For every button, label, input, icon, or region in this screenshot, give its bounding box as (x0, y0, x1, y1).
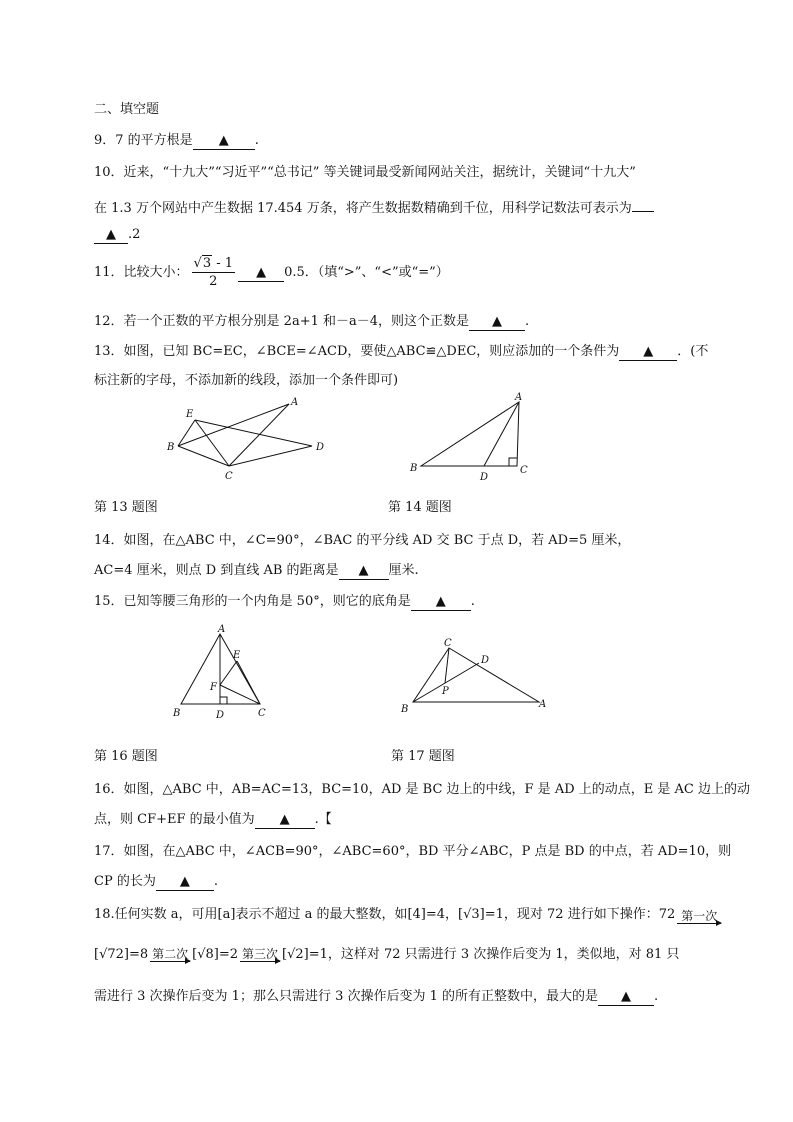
arrow-first (677, 910, 721, 924)
question-tail: ．(不 (677, 344, 709, 359)
question-18-line-1 (94, 906, 723, 924)
answer-blank (339, 563, 389, 580)
triangle-icon: ▲ (218, 133, 229, 148)
arrow-third (240, 948, 280, 962)
label-e: E (233, 650, 241, 661)
answer-blank (469, 314, 525, 331)
label-f: F (210, 682, 217, 693)
question-text: 需进行 3 次操作后变为 1；那么只需进行 3 次操作后变为 1 的所有正整数中，最大的是 (94, 989, 599, 1004)
label-d: D (316, 442, 325, 453)
question-13-line-2: 标注新的字母，不添加新的线段，添加一个条件即可) (94, 373, 399, 388)
question-text: 15．已知等腰三角形的一个内角是 50°，则它的底角是 (94, 594, 411, 609)
label-d: D (216, 710, 225, 721)
question-text: [√8]=2 (192, 947, 239, 962)
question-prefix: 11．比较大小： (94, 265, 189, 280)
figure-13-caption: 第 13 题图 (94, 500, 158, 515)
figure-17-caption: 第 17 题图 (391, 749, 455, 764)
arrow-right-icon (150, 961, 190, 962)
question-text: AC=4 厘米，则点 D 到直线 AB 的距离是 (94, 563, 339, 578)
question-tail: . (654, 989, 659, 1004)
label-a: A (291, 397, 299, 408)
question-tail: . (525, 314, 530, 329)
question-tail: .【 (314, 812, 332, 827)
answer-blank (94, 227, 128, 244)
question-13-line-1 (94, 343, 708, 361)
triangle-icon: ▲ (179, 874, 190, 889)
question-suffix: 0.5．（填“>”、“<”或“=”） (284, 265, 449, 280)
question-16-line-1: 16．如图，△ABC 中，AB=AC=13，BC=10，AD 是 BC 边上的中线，F 是 AD 上的动点，E 是 AC 边上的动 (94, 782, 750, 797)
arrow-second (150, 948, 190, 962)
triangle-icon: ▲ (106, 227, 116, 242)
triangle-icon: ▲ (643, 344, 654, 359)
answer-blank (156, 874, 214, 891)
label-c: C (258, 708, 266, 719)
question-10-line-3 (94, 226, 140, 244)
answer-blank (411, 594, 471, 611)
question-12 (94, 313, 529, 331)
question-tail: . (470, 594, 475, 609)
question-text: 点，则 CF+EF 的最小值为 (94, 812, 255, 827)
question-tail: . (254, 133, 259, 148)
section-title: 二、填空题 (94, 102, 160, 117)
label-a: A (515, 392, 523, 403)
question-text: 18.任何实数 a，可用[a]表示不超过 a 的最大整数，如[4]=4，[√3]=1，现对 72 进行如下操作：72 (94, 907, 676, 922)
triangle-icon: ▲ (621, 989, 632, 1004)
figure-14-caption: 第 14 题图 (388, 500, 452, 515)
label-b: B (173, 708, 181, 719)
question-text: 12．若一个正数的平方根分别是 2a+1 和－a－4，则这个正数是 (94, 314, 470, 329)
question-14-line-1: 14．如图，在△ABC 中，∠C=90°，∠BAC 的平分线 AD 交 BC 于点 D，若 AD=5 厘米， (94, 533, 631, 548)
radicand: 3 (202, 256, 212, 271)
question-text: [√72]=8 (94, 947, 149, 962)
arrow-right-icon (240, 961, 280, 962)
label-e: E (186, 409, 194, 420)
question-15 (94, 593, 475, 611)
question-tail: . (213, 874, 218, 889)
question-text: [√2]=1，这样对 72 只需进行 3 次操作后变为 1，类似地，对 81 只 (282, 947, 680, 962)
triangle-icon: ▲ (256, 265, 267, 280)
question-text: 13．如图，已知 BC=EC，∠BCE=∠ACD，要使△ABC≌△DEC，则应添加的一个条件为 (94, 344, 620, 359)
question-11 (94, 254, 449, 292)
answer-blank-start (632, 195, 654, 212)
question-10-line-1: 10．近来，“十九大”“习近平”“总书记” 等关键词最受新闻网站关注，据统计，关键词“十九大” (94, 165, 636, 180)
label-a: A (218, 624, 226, 635)
arrow-label: 第二次 (152, 947, 189, 961)
answer-blank (619, 344, 677, 361)
label-d: D (480, 472, 489, 483)
question-9 (94, 132, 259, 150)
fraction (192, 255, 236, 290)
question-17-line-1: 17．如图，在△ABC 中，∠ACB=90°，∠ABC=60°，BD 平分∠ABC，P 点是 BD 的中点，若 AD=10，则 (94, 844, 732, 859)
answer-blank (238, 265, 284, 282)
figure-16-caption: 第 16 题图 (94, 749, 158, 764)
answer-blank (255, 812, 315, 829)
label-b: B (410, 463, 418, 474)
question-text: 在 1.3 万个网站中产生数据 17.454 万条，将产生数据数精确到千位，用科学记数法可表示为 (94, 201, 632, 216)
label-a: A (539, 699, 547, 710)
triangle-icon: ▲ (435, 594, 446, 609)
answer-blank (193, 133, 255, 150)
label-b: B (167, 442, 175, 453)
arrow-label: 第一次 (681, 909, 718, 923)
fraction-numerator: √3 - 1 (193, 256, 234, 271)
arrow-label: 第三次 (242, 947, 279, 961)
label-p: P (442, 686, 449, 697)
arrow-right-icon (677, 923, 721, 924)
question-18-line-3 (94, 988, 658, 1006)
numerator-rest: - 1 (212, 256, 234, 271)
triangle-icon: ▲ (279, 812, 290, 827)
label-c: C (225, 471, 233, 482)
label-c: C (520, 465, 528, 476)
label-d: D (481, 655, 490, 666)
fraction-denominator: 2 (209, 274, 218, 289)
question-text: CP 的长为 (94, 874, 156, 889)
label-c: C (444, 638, 452, 649)
question-14-line-2 (94, 562, 419, 580)
answer-blank (598, 989, 654, 1006)
label-b: B (401, 704, 409, 715)
question-10-line-2 (94, 195, 654, 218)
question-text: 9．7 的平方根是 (94, 133, 193, 148)
question-17-line-2 (94, 873, 218, 891)
question-18-line-2 (94, 946, 679, 964)
triangle-icon: ▲ (358, 563, 369, 578)
question-tail: 厘米. (388, 563, 419, 578)
question-tail: .2 (128, 227, 141, 242)
question-16-line-2 (94, 811, 332, 829)
triangle-icon: ▲ (492, 314, 503, 329)
